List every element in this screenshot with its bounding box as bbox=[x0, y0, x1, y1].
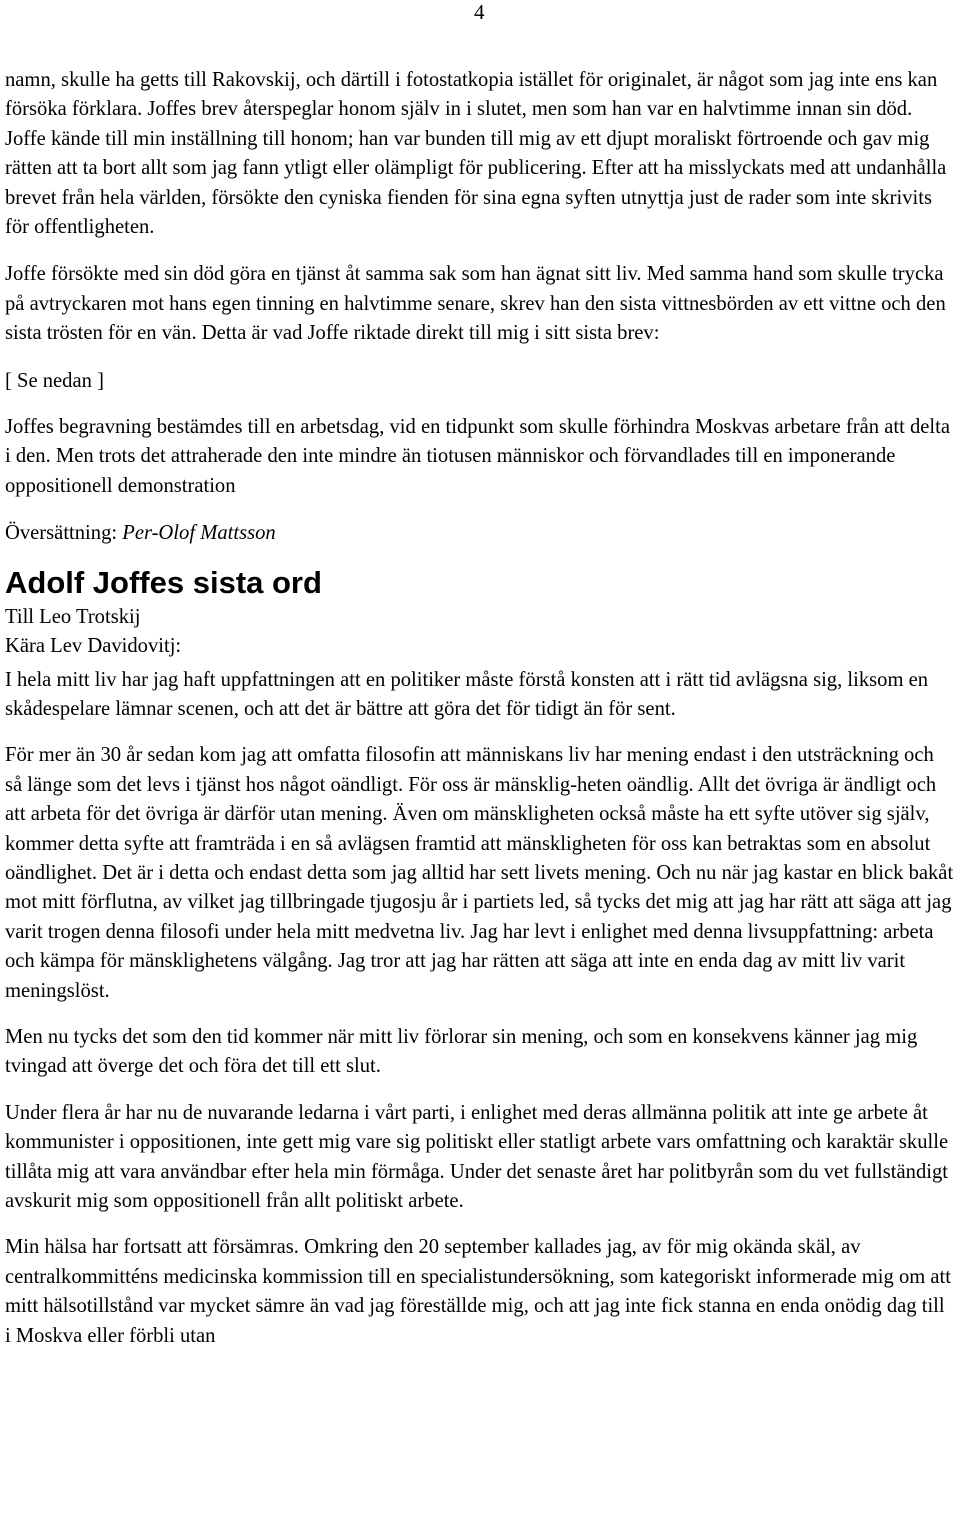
letter-salutation: Kära Lev Davidovitj: bbox=[5, 635, 182, 658]
translator-label: Översättning: bbox=[5, 522, 123, 545]
intro-paragraph-funeral: Joffes begravning bestämdes till en arbetsdag, vid en tidpunkt som skulle förhindra Moskvas arbetare från att delta i den. Men trots det attraherade den inte mindre än tiotusen människor och förvandlades till en imponerande oppositionell demonstration bbox=[5, 416, 950, 497]
document-body bbox=[5, 66, 955, 1368]
letter-title: Adolf Joffes sista ord bbox=[5, 564, 322, 600]
intro-paragraph-2: Joffe försökte med sin död göra en tjänst åt samma sak som han ägnat sitt liv. Med samma hand som skulle trycka på avtryckaren mot hans egen tinning en halvtimme senare, skrev han den sista vittnesbörden av ett vittne och den sista trösten för en vän. Detta är vad Joffe riktade direkt till mig i sitt sista brev: bbox=[5, 263, 946, 345]
letter-paragraph-2: För mer än 30 år sedan kom jag att omfatta filosofin att människans liv har mening endast i den utsträckning och så länge som det levs i tjänst hos något oändligt. För oss är mänsklig-heten oändlig. Allt det övriga är ändligt och att arbeta för det övriga är därför utan mening. Även om mänskligheten också måste ha ett syfte utöver sig själv, kommer detta syfte att framträda i en så avlägsen framtid att mänskligheten för oss kan betraktas som en absolut oändlighet. Det är i detta och endast detta som jag alltid har sett livets mening. Och nu när jag kastar en blick bakåt mot mitt förflutna, av vilket jag tillbringade tjugosju år i partiets led, så tycks det mig att jag har rätt att säga att jag varit trogen denna filosofi under hela mitt medvetna liv. Jag har levt i enlighet med denna livsuppfattning: arbeta och kämpa för mänsklighetens välgång. Jag tror att jag har rätten att säga att inte en enda dag av mitt liv varit meningslöst. bbox=[5, 744, 954, 1002]
page-number: 4 bbox=[474, 0, 485, 24]
letter-paragraph-3: Men nu tycks det som den tid kommer när mitt liv förlorar sin mening, och som en konsekvens känner jag mig tvingad att överge det och föra det till ett slut. bbox=[5, 1025, 918, 1078]
see-below-note: [ Se nedan ] bbox=[5, 369, 104, 392]
intro-paragraph-1: namn, skulle ha getts till Rakovskij, och därtill i fotostatkopia istället för originalet, är något som jag inte ens kan försöka förklara. Joffes brev återspeglar honom själv in i slutet, men som han var en halvtimme innan sin död. Joffe kände till min inställning till honom; han var bunden till mig av ett djupt moraliskt förtroende och gav mig rätten att ta bort allt som jag fann ytligt eller olämpligt för publicering. Efter att ha misslyckats med att undanhålla brevet från hela världen, försökte den cyniska fienden för sina egna syften utnyttja just de rader som inte skrivits för offentligheten. bbox=[5, 69, 947, 239]
letter-paragraph-5: Min hälsa har fortsatt att försämras. Omkring den 20 september kallades jag, av för mig okända skäl, av centralkommitténs medicinska kommission till en specialistundersökning, som kategoriskt informerade mig om att mitt hälsotillstånd var mycket sämre än vad jag föreställde mig, och att jag inte fick stanna en enda onödig dag till i Moskva eller förbli utan bbox=[5, 1236, 951, 1347]
translator-credit bbox=[5, 519, 955, 548]
letter-paragraph-1: I hela mitt liv har jag haft uppfattningen att en politiker måste förstå konsten att i rätt tid avlägsna sig, liksom en skådespelare lämnar scenen, och att det är bättre att göra det för tidigt än för sent. bbox=[5, 668, 929, 720]
letter-addressee: Till Leo Trotskij bbox=[5, 605, 141, 628]
translator-name: Per-Olof Mattsson bbox=[122, 522, 276, 545]
letter-paragraph-4: Under flera år har nu de nuvarande ledarna i vårt parti, i enlighet med deras allmänna politik att inte ge arbete åt kommunister i oppositionen, inte gett mig vare sig politiskt eller statligt arbete vars omfattning och karaktär skulle tillåta mig att vara användbar efter hela min förmåga. Under det senaste året har politbyrån som du vet fullständigt avskurit mig som oppositionell från allt politiskt arbete. bbox=[5, 1101, 949, 1212]
